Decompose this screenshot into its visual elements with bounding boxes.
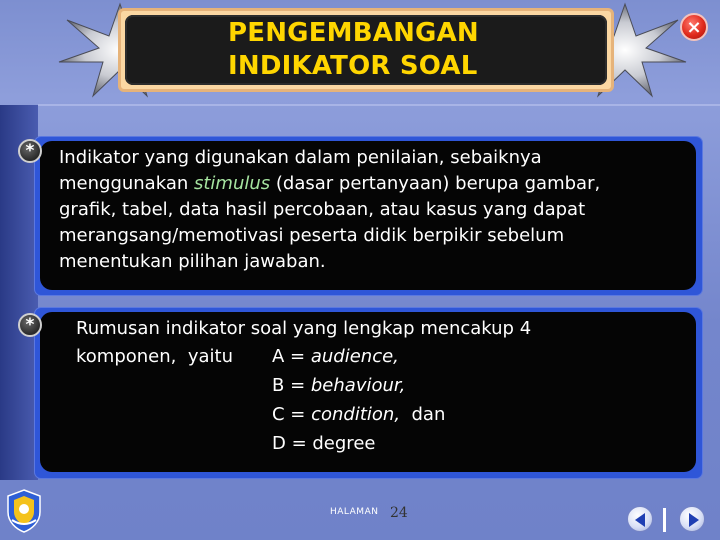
component-b-prefix: B = xyxy=(272,375,311,396)
component-c-suffix: dan xyxy=(400,404,446,425)
point-1-line-2 xyxy=(59,171,689,197)
close-icon: × xyxy=(686,16,702,38)
point-2-intro-1: Rumusan indikator soal yang lengkap mencakup 4 xyxy=(76,318,532,339)
bullet-icon-1 xyxy=(18,139,42,163)
component-b xyxy=(272,375,405,396)
point-1-line-1: Indikator yang digunakan dalam penilaian, sebaiknya xyxy=(59,147,542,168)
stimulus-term: stimulus xyxy=(193,173,271,194)
arrow-left-icon xyxy=(628,507,654,533)
component-b-term: behaviour, xyxy=(310,375,406,396)
title-box xyxy=(118,8,614,92)
nav-separator xyxy=(663,508,666,532)
point-1-line-2a: menggunakan xyxy=(59,173,194,194)
component-c-prefix: C = xyxy=(272,404,312,425)
page-number: 24 xyxy=(390,505,408,521)
prev-button[interactable] xyxy=(627,506,653,532)
point-2-intro-2: komponen, yaitu xyxy=(76,346,233,367)
component-a-prefix: A = xyxy=(272,346,311,367)
point-1-line-2c: (dasar pertanyaan) berupa gambar, xyxy=(270,173,601,194)
bullet-symbol-2: * xyxy=(25,314,35,335)
title-panel xyxy=(125,15,607,85)
close-button[interactable] xyxy=(680,13,708,41)
point-1-line-3: grafik, tabel, data hasil percobaan, atau kasus yang dapat xyxy=(59,199,586,220)
point-1-line-5: menentukan pilihan jawaban. xyxy=(59,251,326,272)
title-line-1: PENGEMBANGAN xyxy=(228,18,479,48)
next-button[interactable] xyxy=(679,506,705,532)
component-c xyxy=(272,404,445,425)
bullet-symbol-1: * xyxy=(25,140,35,161)
title-line-2: INDIKATOR SOAL xyxy=(228,51,478,81)
arrow-right-icon xyxy=(680,507,706,533)
point-1-line-4: merangsang/memotivasi peserta didik berpikir sebelum xyxy=(59,225,565,246)
point-1-text xyxy=(59,145,689,275)
page-label: HALAMAN xyxy=(330,507,379,517)
bullet-icon-2 xyxy=(18,313,42,337)
component-a xyxy=(272,346,399,367)
component-d xyxy=(272,433,375,454)
tut-wuri-handayani-logo xyxy=(4,488,44,534)
component-a-term: audience, xyxy=(310,346,399,367)
component-d-text: D = degree xyxy=(272,433,376,454)
header-divider xyxy=(38,104,720,106)
component-c-term: condition, xyxy=(311,404,401,425)
